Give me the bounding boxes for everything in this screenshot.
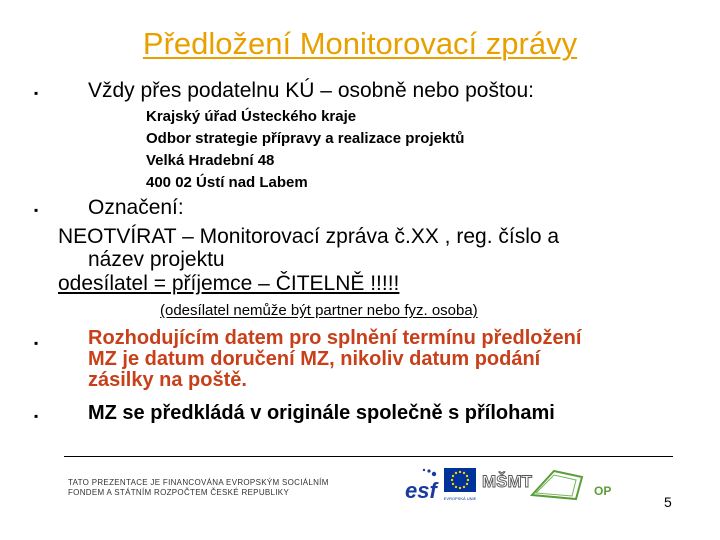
eu-flag-logo: [444, 468, 477, 501]
page-title: Předložení Monitorovací zprávy: [142, 26, 578, 61]
funding-line: FONDEM A STÁTNÍM ROZPOČTEM ČESKÉ REPUBLIKY: [68, 488, 290, 497]
square-bullet-icon: ▪: [34, 336, 39, 350]
address-line: Velká Hradební 48: [146, 152, 275, 169]
eu-caption: EVROPSKÁ UNIE: [443, 496, 477, 501]
divider: [64, 456, 673, 457]
sender-note: (odesílatel nemůže být partner nebo fyz. osoba): [160, 302, 478, 319]
original-note: MZ se předkládá v originále společně s přílohami: [88, 402, 555, 424]
deadline-line: zásilky na poště.: [88, 369, 247, 391]
esf-logo: [405, 469, 439, 503]
section2-heading: Označení:: [88, 196, 184, 219]
deadline-line: Rozhodujícím datem pro splnění termínu předložení: [88, 327, 582, 349]
esf-label: esf: [405, 478, 437, 503]
square-bullet-icon: ▪: [34, 203, 39, 217]
square-bullet-icon: ▪: [34, 86, 39, 100]
deadline-note: [88, 328, 581, 391]
funding-line: TATO PREZENTACE JE FINANCOVÁNA EVROPSKÝM SOCIÁLNÍM: [68, 478, 329, 487]
logo-strip: [404, 465, 614, 505]
address-line: Odbor strategie přípravy a realizace projektů: [146, 130, 465, 147]
label-line-3: odesílatel = příjemce – ČITELNĚ !!!!!: [58, 272, 400, 295]
funding-note: [68, 478, 329, 498]
msmt-label: MŠMT: [482, 472, 533, 491]
deadline-line: MZ je datum doručení MZ, nikoliv datum podání: [88, 348, 541, 370]
op-label: OP: [594, 484, 612, 498]
op-logo: [532, 471, 611, 499]
address-line: 400 02 Ústí nad Labem: [146, 174, 308, 191]
page-number: 5: [664, 494, 672, 510]
label-line-2: název projektu: [88, 248, 225, 271]
label-line-1: NEOTVÍRAT – Monitorovací zpráva č.XX , reg. číslo a: [58, 225, 560, 248]
address-line: Krajský úřad Ústeckého kraje: [146, 108, 357, 125]
msmt-logo: [482, 472, 533, 491]
address-block: [146, 106, 464, 194]
square-bullet-icon: ▪: [34, 409, 39, 423]
section1-heading: Vždy přes podatelnu KÚ – osobně nebo poštou:: [88, 79, 534, 102]
